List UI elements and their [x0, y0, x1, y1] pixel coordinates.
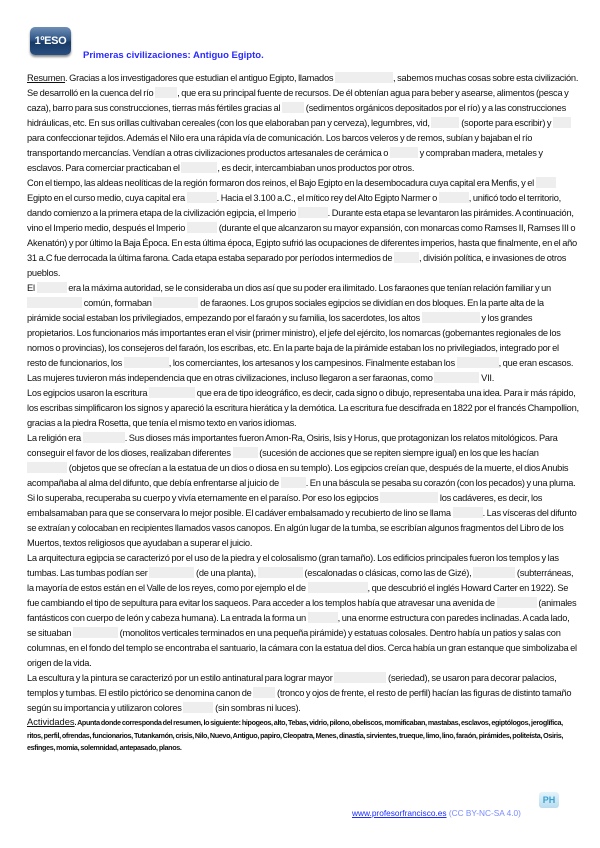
- fill-in-blank[interactable]: [37, 282, 67, 293]
- text-segment: . Durante esta etapa se levantaron las pirámides. A continuación, vino el Imperio medio, después el Imperio: [27, 208, 574, 233]
- text-segment: El: [27, 283, 37, 293]
- text-segment: (tronco y ojos de frente, el resto de perfil) hacían las figuras de distinto tamaño según su importancia y utilizaron colores: [27, 688, 572, 713]
- fill-in-blank[interactable]: [434, 372, 479, 383]
- text-segment: VII.: [479, 373, 495, 383]
- fill-in-blank[interactable]: [439, 192, 469, 203]
- fill-in-blank[interactable]: [258, 567, 303, 578]
- license-text: (CC BY-NC-SA 4.0): [446, 808, 521, 818]
- paragraph: [27, 71, 579, 176]
- text-segment: (sucesión de acciones que se repiten siempre igual) en los que les hacían: [257, 448, 539, 458]
- text-segment: y los grandes propietarios. Los funcionarios más importantes eran el visir (primer ministro), el jefe del ejército, los nomarcas (gobernantes regionales de los nomos o provincias), los consejeros del faraón, los escribas, etc. En la parte baja de la pirámide estaban los no privilegiados, integrado por el resto de funcionarios, los: [27, 313, 561, 368]
- fill-in-blank[interactable]: [298, 207, 328, 218]
- text-segment: Con el tiempo, las aldeas neolíticas de la región formaron dos reinos, el Bajo Egipto en la desembocadura cuya capital era Menfis, y el: [27, 178, 536, 188]
- activities-label: Actividades: [27, 717, 75, 727]
- fill-in-blank[interactable]: [453, 507, 483, 518]
- fill-in-blank[interactable]: [153, 297, 198, 308]
- text-segment: . Sus dioses más importantes fueron Amon-Ra, Osiris, Isis y Horus, que protagonizan los relatos mitológicos. Para conseguir el favor de los dioses, realizaban diferentes: [27, 433, 558, 458]
- section-label: Resumen: [27, 73, 66, 83]
- text-segment: (sedimentos orgánicos depositados por el río) y a las construcciones hidráulicas, etc. En sus orillas cultivaban cereales (con los que elaboraban pan y cerveza), legumbres, vid,: [27, 103, 566, 128]
- text-segment: , una enorme estructura con paredes inclinadas. A cada lado, se situaban: [27, 613, 570, 638]
- text-segment: . Hacia el 3.100 a.C., el mítico rey del Alto Egipto Narmer o: [216, 193, 439, 203]
- text-segment: , unificó todo el territorio, dando comienzo a la primera etapa de la civilización egipcia, el Imperio: [27, 193, 561, 218]
- text-segment: . Las vísceras del difunto se extraían y colocaban en recipientes llamados vasos canopos. En algún lugar de la tumba, se escribían algunos fragmentos del Libro de los Muertos, textos religiosos que ayudaban a superar el juicio.: [27, 508, 577, 548]
- website-link[interactable]: www.profesorfrancisco.es: [352, 808, 447, 818]
- text-segment: La escultura y la pintura se caracterizó por un estilo antinatural para lograr mayor: [27, 673, 335, 683]
- activities-text: . Apunta donde corresponda del resumen, lo siguiente: hipogeos, alto, Tebas, vidrio, pilono, obeliscos, momificaban, mastabas, esclavos, egiptólogos, jeroglífica, ritos, perfil, ofrendas, funcionarios, Tutankamón, crisis, Nilo, Nuevo, Antiguo, papiro, Cleopatra, Menes, dinastía, sirvientes, trueque, limo, lino, faraón, pirámides, politeísta, Osiris, esfinges, momia, solemnidad, antepasado, planos.: [27, 718, 564, 752]
- text-segment: . En una báscula se pesaba su corazón (con los pecados) y una pluma. Si lo superaba, recuperaba su cuerpo y vivía eternamente en el paraíso. Por eso los egipcios: [27, 478, 576, 503]
- text-segment: Egipto en el curso medio, cuya capital era: [27, 193, 187, 203]
- text-segment: (objetos que se ofrecían a la estatua de un dios o diosa en su templo). Los egipcios creían que, después de la muerte, el dios Anubis acompañaba al alma del difunto, que debía enfrentarse al juicio de: [27, 463, 569, 488]
- fill-in-blank[interactable]: [380, 492, 438, 503]
- paragraph: [27, 431, 579, 551]
- text-segment: los cadáveres, es decir, los embalsamaban para que se conservara lo mejor posible. El cadáver embalsamado y recubierto de lino se llama: [27, 493, 543, 518]
- paragraph: [27, 281, 579, 386]
- text-segment: y compraban madera, metales y esclavos. Para comerciar practicaban el: [27, 148, 543, 173]
- footer: [352, 808, 521, 818]
- fill-in-blank[interactable]: [155, 87, 177, 98]
- text-segment: (de una planta),: [194, 568, 258, 578]
- fill-in-blank[interactable]: [183, 702, 213, 713]
- fill-in-blank[interactable]: [497, 597, 537, 608]
- fill-in-blank[interactable]: [181, 162, 217, 173]
- fill-in-blank[interactable]: [536, 177, 556, 188]
- text-segment: , que descubrió el inglés Howard Carter en 1922). Se fue cambiando el tipo de sepultura para evitar los saqueos. Para acceder a los templos había que atravesar una avenida de: [27, 583, 569, 608]
- fill-in-blank[interactable]: [473, 567, 515, 578]
- paragraph: [27, 386, 579, 431]
- fill-in-blank[interactable]: [27, 297, 82, 308]
- text-segment: , los comerciantes, los artesanos y los campesinos. Finalmente estaban los: [168, 358, 457, 368]
- fill-in-blank[interactable]: [390, 147, 418, 158]
- paragraph: [27, 176, 579, 281]
- fill-in-blank[interactable]: [334, 672, 386, 683]
- text-segment: Los egipcios usaron la escritura: [27, 388, 150, 398]
- fill-in-blank[interactable]: [27, 462, 67, 473]
- fill-in-blank[interactable]: [335, 72, 393, 83]
- text-segment: , es decir, intercambiaban unos productos por otros.: [217, 163, 415, 173]
- text-segment: . Gracias a los investigadores que estudian el antiguo Egipto, llamados: [65, 73, 336, 83]
- page-title: Primeras civilizaciones: Antiguo Egipto.: [83, 50, 264, 61]
- text-segment: para confeccionar tejidos. Además el Nilo era una rápida vía de comunicación. Los barcos veleros y de remos, subían y bajaban el río transportando mercancías. Vendían a otras civilizaciones productos artesanales de cerámica o: [27, 133, 533, 158]
- text-segment: La religión era: [27, 433, 83, 443]
- paragraph: [27, 671, 579, 716]
- course-badge: 1ºESO: [30, 27, 71, 55]
- fill-in-blank[interactable]: [308, 612, 338, 623]
- fill-in-blank[interactable]: [124, 357, 169, 368]
- worksheet-body: [27, 71, 579, 755]
- fill-in-blank[interactable]: [431, 117, 459, 128]
- activities: [27, 716, 579, 755]
- text-segment: La arquitectura egipcia se caracterizó por el uso de la piedra y el colosalismo (gran tamaño). Los edificios principales fueron los templos y las tumbas. Las tumbas podían ser: [27, 553, 559, 578]
- fill-in-blank[interactable]: [187, 192, 217, 203]
- fill-in-blank[interactable]: [149, 567, 194, 578]
- text-segment: (subterráneas, la mayoría de estos están en el Valle de los reyes, como por ejemplo el de: [27, 568, 574, 593]
- fill-in-blank[interactable]: [457, 357, 499, 368]
- text-segment: , que era su principal fuente de recursos. De él obtenían agua para beber y asearse, alimentos (pesca y caza), barro para sus construcciones, tierras más fértiles gracias al: [27, 88, 569, 113]
- text-segment: (escalonadas o clásicas, como las de Gizé),: [302, 568, 474, 578]
- text-segment: , sabemos muchas cosas sobre esta civilización. Se desarrolló en la cuenca del río: [27, 73, 579, 98]
- text-segment: de faraones. Los grupos sociales egipcios se dividían en dos bloques. En la parte alta de la pirámide social estaban los privilegiados, empezando por el faraón y su familia, los sacerdotes, los altos: [27, 298, 544, 323]
- text-segment: era la máxima autoridad, se le consideraba un dios así que su poder era ilimitado. Los faraones que tenían relación familiar y un: [66, 283, 551, 293]
- fill-in-blank[interactable]: [73, 627, 118, 638]
- text-segment: (soporte para escribir) y: [459, 118, 554, 128]
- ph-logo: PH: [539, 792, 559, 808]
- text-segment: , que eran escasos. Las mujeres tuvieron más independencia que en otras civilizaciones, incluso llegaron a ser faraonas, como: [27, 358, 574, 383]
- text-segment: (monolitos verticales terminados en una pequeña pirámide) y estatuas colosales. Dentro había un patios y salas con columnas, en el fondo del templo se encontraba el santuario, la cámara con la estatua del dios. Cerca había un gran estanque que simbolizaba el origen de la vida.: [27, 628, 577, 668]
- fill-in-blank[interactable]: [282, 102, 304, 113]
- text-segment: (sin sombras ni luces).: [213, 703, 301, 713]
- fill-in-blank[interactable]: [553, 117, 571, 128]
- fill-in-blank[interactable]: [422, 312, 480, 323]
- fill-in-blank[interactable]: [308, 582, 368, 593]
- fill-in-blank[interactable]: [253, 687, 275, 698]
- text-segment: que era de tipo ideográfico, es decir, cada signo o dibujo, representaba una idea. Para ir más rápido, los escribas simplificaron los signos y apareció la escritura hierática y la demótica. La escritura fue descifrada en 1822 por el francés Champollion, gracias a la piedra Rosetta, que tenía el mismo texto en varios idiomas.: [27, 388, 579, 428]
- text-segment: (seriedad), se usaron para decorar palacios, templos y tumbas. El estilo pictórico se denomina canon de: [27, 673, 557, 698]
- text-segment: (animales fantásticos con cuerpo de león y cabeza humana). La entrada la forma un: [27, 598, 577, 623]
- text-segment: , división política, e invasiones de otros pueblos.: [27, 253, 567, 278]
- paragraph: [27, 551, 579, 671]
- fill-in-blank[interactable]: [187, 222, 217, 233]
- fill-in-blank[interactable]: [281, 477, 306, 488]
- fill-in-blank[interactable]: [394, 252, 419, 263]
- text-segment: común, formaban: [82, 298, 154, 308]
- fill-in-blank[interactable]: [149, 387, 195, 398]
- fill-in-blank[interactable]: [233, 447, 258, 458]
- text-segment: (durante el que alcanzaron su mayor expansión, con monarcas como Ramses II, Ramses III o Akenatón) y por último la Baja Época. En esta última época, Egipto sufrió las ocupaciones de diferentes imperios, hasta que finalmente, en el año 31 a.C fue derrocada la última farona. Cada etapa estaba separado por períodos intermedios de: [27, 223, 577, 263]
- fill-in-blank[interactable]: [83, 432, 125, 443]
